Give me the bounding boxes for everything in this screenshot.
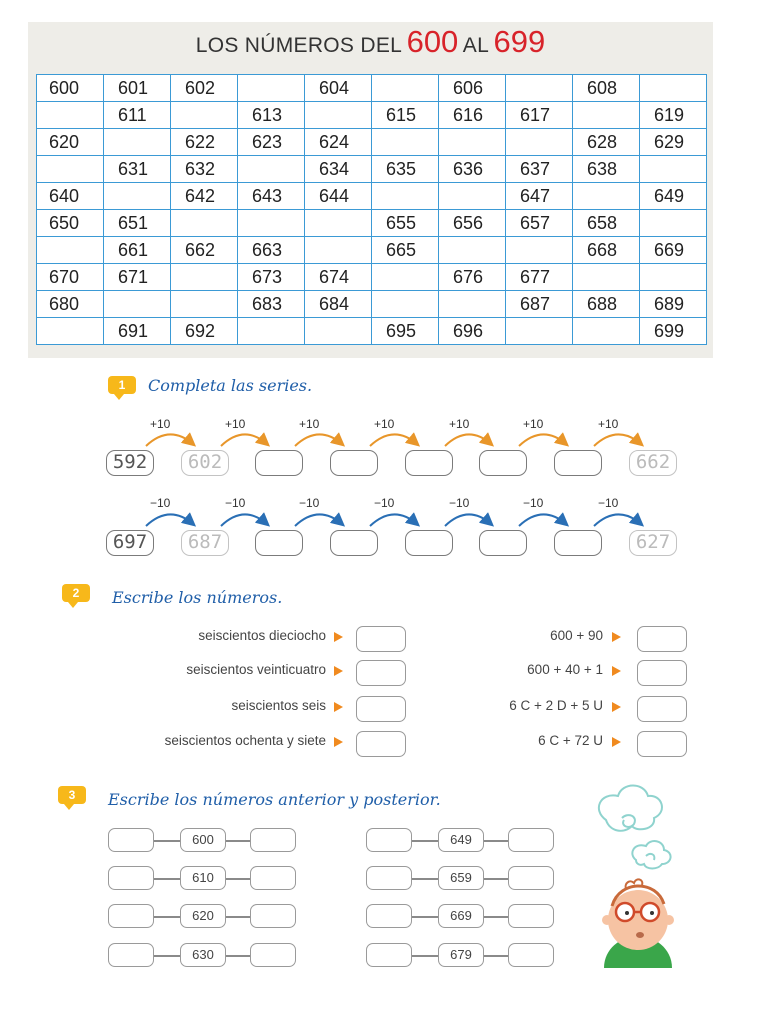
table-cell: 677 — [506, 264, 573, 291]
next-number-box[interactable] — [508, 904, 554, 928]
table-cell: 606 — [439, 75, 506, 102]
given-number: 600 — [180, 828, 226, 852]
table-cell: 643 — [238, 183, 305, 210]
number-words-label: seiscientos ochenta y siete — [164, 733, 326, 748]
series-step-label: +10 — [449, 417, 470, 431]
table-cell: 635 — [372, 156, 439, 183]
table-cell: 647 — [506, 183, 573, 210]
table-cell: 657 — [506, 210, 573, 237]
next-number-box[interactable] — [250, 904, 296, 928]
pointer-icon — [334, 702, 343, 712]
series-example-number: 602 — [181, 450, 229, 476]
table-cell: 680 — [37, 291, 104, 318]
title-to: 699 — [493, 24, 546, 59]
series-step-arrow — [146, 514, 193, 526]
table-cell: 670 — [37, 264, 104, 291]
connector-line — [226, 878, 250, 880]
connector-line — [484, 955, 508, 957]
expression-label: 600 + 90 — [550, 628, 603, 643]
table-cell: 632 — [171, 156, 238, 183]
series-step-arrow — [519, 514, 566, 526]
series-answer-box[interactable] — [405, 530, 453, 556]
pointer-icon — [334, 737, 343, 747]
table-cell: 617 — [506, 102, 573, 129]
series-step-label: −10 — [374, 496, 395, 510]
series-step-arrow — [370, 434, 417, 446]
series-step-arrow — [445, 434, 491, 446]
previous-number-box[interactable] — [366, 904, 412, 928]
thinking-kid-illustration — [599, 786, 674, 969]
previous-number-box[interactable] — [108, 943, 154, 967]
series-answer-box[interactable] — [554, 530, 602, 556]
exercise-1-heading: Completa las series. — [148, 376, 313, 395]
given-number: 610 — [180, 866, 226, 890]
table-cell: 604 — [305, 75, 372, 102]
pointer-icon — [612, 702, 621, 712]
series-step-arrow — [295, 434, 342, 446]
connector-line — [412, 878, 438, 880]
series-answer-box[interactable] — [479, 450, 527, 476]
connector-line — [484, 878, 508, 880]
connector-line — [154, 916, 180, 918]
given-number: 659 — [438, 866, 484, 890]
series-end-number: 662 — [629, 450, 677, 476]
connector-line — [412, 916, 438, 918]
table-cell: 651 — [104, 210, 171, 237]
connector-line — [154, 878, 180, 880]
table-cell: 655 — [372, 210, 439, 237]
table-cell: 699 — [640, 318, 707, 345]
answer-box[interactable] — [356, 731, 406, 757]
series-step-arrow — [594, 514, 641, 526]
table-cell: 676 — [439, 264, 506, 291]
series-step-arrow — [594, 434, 641, 446]
answer-box[interactable] — [356, 660, 406, 686]
pointer-icon — [612, 632, 621, 642]
exercise-2-badge: 2 — [62, 584, 90, 602]
series-example-number: 687 — [181, 530, 229, 556]
table-cell: 637 — [506, 156, 573, 183]
table-cell: 684 — [305, 291, 372, 318]
expression-label: 600 + 40 + 1 — [527, 662, 603, 677]
table-cell: 665 — [372, 237, 439, 264]
series-step-label: −10 — [598, 496, 619, 510]
table-cell: 696 — [439, 318, 506, 345]
series-step-label: −10 — [523, 496, 544, 510]
table-cell: 642 — [171, 183, 238, 210]
table-cell: 602 — [171, 75, 238, 102]
series-step-arrow — [370, 514, 417, 526]
previous-number-box[interactable] — [108, 904, 154, 928]
next-number-box[interactable] — [508, 943, 554, 967]
table-cell: 613 — [238, 102, 305, 129]
connector-line — [412, 955, 438, 957]
series-answer-box[interactable] — [255, 530, 303, 556]
table-cell: 650 — [37, 210, 104, 237]
connector-line — [226, 955, 250, 957]
table-cell: 649 — [640, 183, 707, 210]
number-words-label: seiscientos dieciocho — [198, 628, 326, 643]
answer-box[interactable] — [356, 696, 406, 722]
series-step-arrow — [445, 514, 491, 526]
given-number: 620 — [180, 904, 226, 928]
table-cell: 601 — [104, 75, 171, 102]
answer-box[interactable] — [637, 626, 687, 652]
previous-number-box[interactable] — [366, 943, 412, 967]
table-cell: 638 — [573, 156, 640, 183]
series-answer-box[interactable] — [255, 450, 303, 476]
exercise-1-badge: 1 — [108, 376, 136, 394]
answer-box[interactable] — [637, 731, 687, 757]
connector-line — [226, 916, 250, 918]
table-cell: 673 — [238, 264, 305, 291]
series-step-label: +10 — [225, 417, 246, 431]
exercise-3-heading: Escribe los números anterior y posterior. — [108, 790, 441, 809]
expression-label: 6 C + 72 U — [538, 733, 603, 748]
table-cell: 644 — [305, 183, 372, 210]
title-middle: AL — [462, 34, 490, 57]
table-cell: 622 — [171, 129, 238, 156]
previous-number-box[interactable] — [366, 866, 412, 890]
series-step-arrow — [221, 434, 267, 446]
connector-line — [154, 840, 180, 842]
next-number-box[interactable] — [508, 866, 554, 890]
connector-line — [484, 840, 508, 842]
pointer-icon — [612, 737, 621, 747]
series-step-label: −10 — [225, 496, 246, 510]
table-cell: 662 — [171, 237, 238, 264]
table-cell: 608 — [573, 75, 640, 102]
series-step-label: +10 — [299, 417, 320, 431]
series-step-arrow — [519, 434, 566, 446]
table-cell: 619 — [640, 102, 707, 129]
expression-label: 6 C + 2 D + 5 U — [509, 698, 603, 713]
series-step-arrow — [221, 514, 267, 526]
table-cell: 668 — [573, 237, 640, 264]
series-answer-box[interactable] — [479, 530, 527, 556]
series-step-label: +10 — [598, 417, 619, 431]
series-step-arrow — [146, 434, 193, 446]
given-number: 649 — [438, 828, 484, 852]
table-cell: 616 — [439, 102, 506, 129]
series-step-label: −10 — [150, 496, 171, 510]
table-cell: 661 — [104, 237, 171, 264]
series-start-number: 697 — [106, 530, 154, 556]
connector-line — [412, 840, 438, 842]
next-number-box[interactable] — [250, 828, 296, 852]
table-cell: 631 — [104, 156, 171, 183]
table-cell: 688 — [573, 291, 640, 318]
table-cell: 687 — [506, 291, 573, 318]
series-answer-box[interactable] — [554, 450, 602, 476]
pointer-icon — [334, 632, 343, 642]
title-prefix: LOS NÚMEROS DEL — [195, 34, 403, 57]
series-step-label: +10 — [523, 417, 544, 431]
next-number-box[interactable] — [250, 866, 296, 890]
table-cell: 620 — [37, 129, 104, 156]
previous-number-box[interactable] — [108, 866, 154, 890]
table-cell: 615 — [372, 102, 439, 129]
table-cell: 658 — [573, 210, 640, 237]
table-cell: 634 — [305, 156, 372, 183]
pointer-icon — [612, 666, 621, 676]
given-number: 630 — [180, 943, 226, 967]
series-answer-box[interactable] — [330, 530, 378, 556]
number-words-label: seiscientos seis — [231, 698, 326, 713]
table-cell: 640 — [37, 183, 104, 210]
series-step-label: −10 — [449, 496, 470, 510]
answer-box[interactable] — [356, 626, 406, 652]
answer-box[interactable] — [637, 660, 687, 686]
series-step-label: +10 — [374, 417, 395, 431]
series-start-number: 592 — [106, 450, 154, 476]
series-step-arrow — [295, 514, 342, 526]
series-step-label: −10 — [299, 496, 320, 510]
table-cell: 692 — [171, 318, 238, 345]
given-number: 679 — [438, 943, 484, 967]
series-step-label: +10 — [150, 417, 171, 431]
answer-box[interactable] — [637, 696, 687, 722]
connector-line — [226, 840, 250, 842]
table-cell: 624 — [305, 129, 372, 156]
table-cell: 689 — [640, 291, 707, 318]
table-cell: 683 — [238, 291, 305, 318]
table-cell: 669 — [640, 237, 707, 264]
series-answer-box[interactable] — [405, 450, 453, 476]
given-number: 669 — [438, 904, 484, 928]
next-number-box[interactable] — [508, 828, 554, 852]
series-end-number: 627 — [629, 530, 677, 556]
table-cell: 663 — [238, 237, 305, 264]
next-number-box[interactable] — [250, 943, 296, 967]
connector-line — [484, 916, 508, 918]
table-cell: 674 — [305, 264, 372, 291]
number-words-label: seiscientos veinticuatro — [186, 662, 326, 677]
pointer-icon — [334, 666, 343, 676]
table-cell: 691 — [104, 318, 171, 345]
exercise-3-badge: 3 — [58, 786, 86, 804]
table-cell: 671 — [104, 264, 171, 291]
table-cell: 656 — [439, 210, 506, 237]
table-cell: 623 — [238, 129, 305, 156]
table-cell: 628 — [573, 129, 640, 156]
series-answer-box[interactable] — [330, 450, 378, 476]
table-cell: 636 — [439, 156, 506, 183]
connector-line — [154, 955, 180, 957]
table-cell: 629 — [640, 129, 707, 156]
table-cell: 600 — [37, 75, 104, 102]
title-from: 600 — [406, 24, 459, 59]
table-cell: 611 — [104, 102, 171, 129]
previous-number-box[interactable] — [108, 828, 154, 852]
table-cell: 695 — [372, 318, 439, 345]
exercise-2-heading: Escribe los números. — [112, 588, 283, 607]
previous-number-box[interactable] — [366, 828, 412, 852]
